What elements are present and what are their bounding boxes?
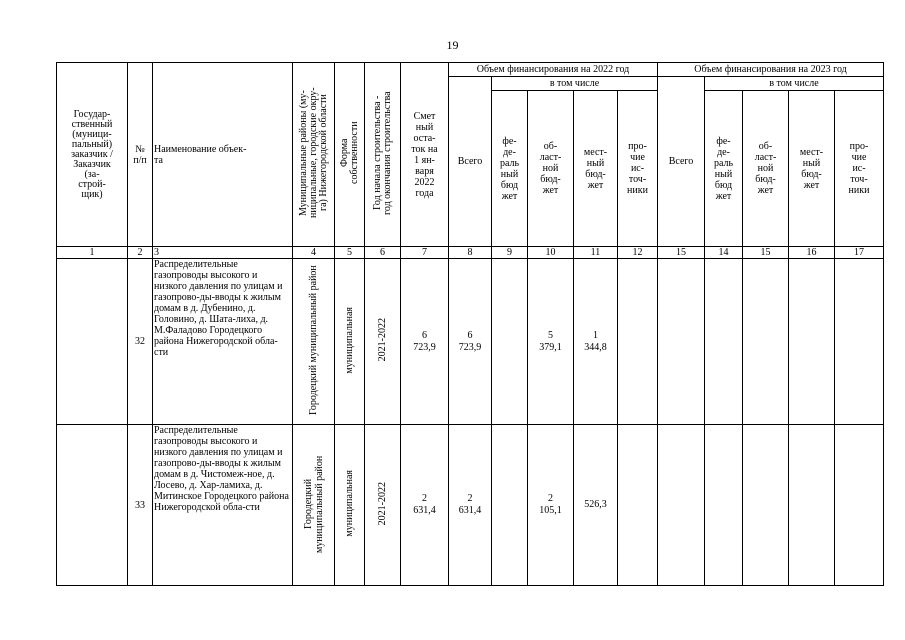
header-federal-2023: фе- де- раль ный бюд жет bbox=[705, 91, 743, 247]
column-numbers-row bbox=[57, 247, 884, 259]
cell-other-2023 bbox=[835, 425, 884, 586]
header-including-2022: в том числе bbox=[492, 77, 658, 91]
financing-table bbox=[56, 62, 884, 586]
header-remainder: Смет ный оста- ток на 1 ян- варя 2022 года bbox=[401, 63, 449, 247]
cell-customer bbox=[57, 425, 128, 586]
header-regional-2022: об- ласт- ной бюд- жет bbox=[528, 91, 574, 247]
header-ownership bbox=[335, 63, 365, 247]
column-number: 2 bbox=[128, 247, 153, 259]
cell-other-2023 bbox=[835, 259, 884, 425]
column-number: 10 bbox=[528, 247, 574, 259]
header-row-1 bbox=[57, 63, 884, 77]
header-years bbox=[365, 63, 401, 247]
cell-remainder: 2 631,4 bbox=[401, 425, 449, 586]
cell-years bbox=[365, 259, 401, 425]
cell-local-2023 bbox=[789, 425, 835, 586]
cell-years bbox=[365, 425, 401, 586]
cell-total-2023 bbox=[658, 425, 705, 586]
cell-regional-2022: 5 379,1 bbox=[528, 259, 574, 425]
cell-total-2023 bbox=[658, 259, 705, 425]
cell-regional-2022: 2 105,1 bbox=[528, 425, 574, 586]
header-municipal-text: Муниципальные районы (му- ниципальные, городские окру- га) Нижегородской области bbox=[297, 87, 329, 219]
cell-object-name: Распределительные газопроводы высокого и низкого давления по улицам и газопрово-ды-вводы к жилым домам в д. Чистомеж-ное, д. Лосево, д. Хар-ламиха, д. Митинское Городецкого района Нижегородской обла-сти bbox=[153, 425, 293, 586]
cell-local-2023 bbox=[789, 259, 835, 425]
header-object-name: Наименование объек- та bbox=[153, 63, 293, 247]
column-number: 14 bbox=[705, 247, 743, 259]
cell-num: 33 bbox=[128, 425, 153, 586]
cell-federal-2023 bbox=[705, 259, 743, 425]
cell-municipal-text: Городецкий муниципальный район bbox=[308, 265, 319, 415]
header-other-2022: про- чие ис- точ- ники bbox=[618, 91, 658, 247]
header-local-2022: мест- ный бюд- жет bbox=[574, 91, 618, 247]
cell-federal-2023 bbox=[705, 425, 743, 586]
column-number: 5 bbox=[335, 247, 365, 259]
cell-federal-2022 bbox=[492, 425, 528, 586]
header-municipal bbox=[293, 63, 335, 247]
column-number: 15 bbox=[743, 247, 789, 259]
column-number: 9 bbox=[492, 247, 528, 259]
cell-local-2022: 526,3 bbox=[574, 425, 618, 586]
cell-municipal bbox=[293, 425, 335, 586]
cell-customer bbox=[57, 259, 128, 425]
cell-total-2022: 2 631,4 bbox=[449, 425, 492, 586]
cell-years-text: 2021-2022 bbox=[377, 318, 388, 362]
cell-remainder: 6 723,9 bbox=[401, 259, 449, 425]
cell-other-2022 bbox=[618, 259, 658, 425]
header-federal-2022: фе- де- раль ный бюд жет bbox=[492, 91, 528, 247]
column-number: 3 bbox=[153, 247, 293, 259]
cell-municipal-text: Городецкий муниципальный район bbox=[302, 454, 325, 553]
cell-ownership-text: муниципальная bbox=[344, 470, 355, 537]
header-other-2023: про- чие ис- точ- ники bbox=[835, 91, 884, 247]
header-years-text: Год начала строительства - год окончания строительства bbox=[371, 91, 393, 215]
header-num: № п/п bbox=[128, 63, 153, 247]
header-regional-2023: об- ласт- ной бюд- жет bbox=[743, 91, 789, 247]
header-total-2023: Всего bbox=[658, 77, 705, 247]
cell-federal-2022 bbox=[492, 259, 528, 425]
cell-total-2022: 6 723,9 bbox=[449, 259, 492, 425]
column-number: 4 bbox=[293, 247, 335, 259]
column-number: 7 bbox=[401, 247, 449, 259]
cell-regional-2023 bbox=[743, 425, 789, 586]
table-row bbox=[57, 259, 884, 425]
cell-local-2022: 1 344,8 bbox=[574, 259, 618, 425]
table-row bbox=[57, 425, 884, 586]
header-local-2023: мест- ный бюд- жет bbox=[789, 91, 835, 247]
cell-ownership-text: муниципальная bbox=[344, 306, 355, 374]
column-number: 6 bbox=[365, 247, 401, 259]
cell-regional-2023 bbox=[743, 259, 789, 425]
header-fin-2023: Объем финансирования на 2023 год bbox=[658, 63, 884, 77]
header-fin-2022: Объем финансирования на 2022 год bbox=[449, 63, 658, 77]
cell-ownership bbox=[335, 425, 365, 586]
cell-num: 32 bbox=[128, 259, 153, 425]
column-number: 16 bbox=[789, 247, 835, 259]
cell-ownership bbox=[335, 259, 365, 425]
page-number: 19 bbox=[446, 38, 459, 52]
column-number: 1 bbox=[57, 247, 128, 259]
header-including-2023: в том числе bbox=[705, 77, 884, 91]
header-total-2022: Всего bbox=[449, 77, 492, 247]
cell-other-2022 bbox=[618, 425, 658, 586]
column-number: 12 bbox=[618, 247, 658, 259]
column-number: 8 bbox=[449, 247, 492, 259]
column-number: 17 bbox=[835, 247, 884, 259]
cell-municipal bbox=[293, 259, 335, 425]
header-ownership-text: Форма собственности bbox=[338, 121, 360, 185]
cell-years-text: 2021-2022 bbox=[377, 481, 388, 526]
column-number: 11 bbox=[574, 247, 618, 259]
cell-object-name: Распределительные газопроводы высокого и низкого давления по улицам и газопрово-ды-вводы к жилым домам в д. Дубенино, д. Головино, д. Шата-лиха, д. М.Фаладово Городецкого района Нижегородской обла-сти bbox=[153, 259, 293, 425]
header-customer: Государ- ственный (муници- пальный) заказчик / Заказчик (за- строй- щик) bbox=[57, 63, 128, 247]
column-number: 15 bbox=[658, 247, 705, 259]
